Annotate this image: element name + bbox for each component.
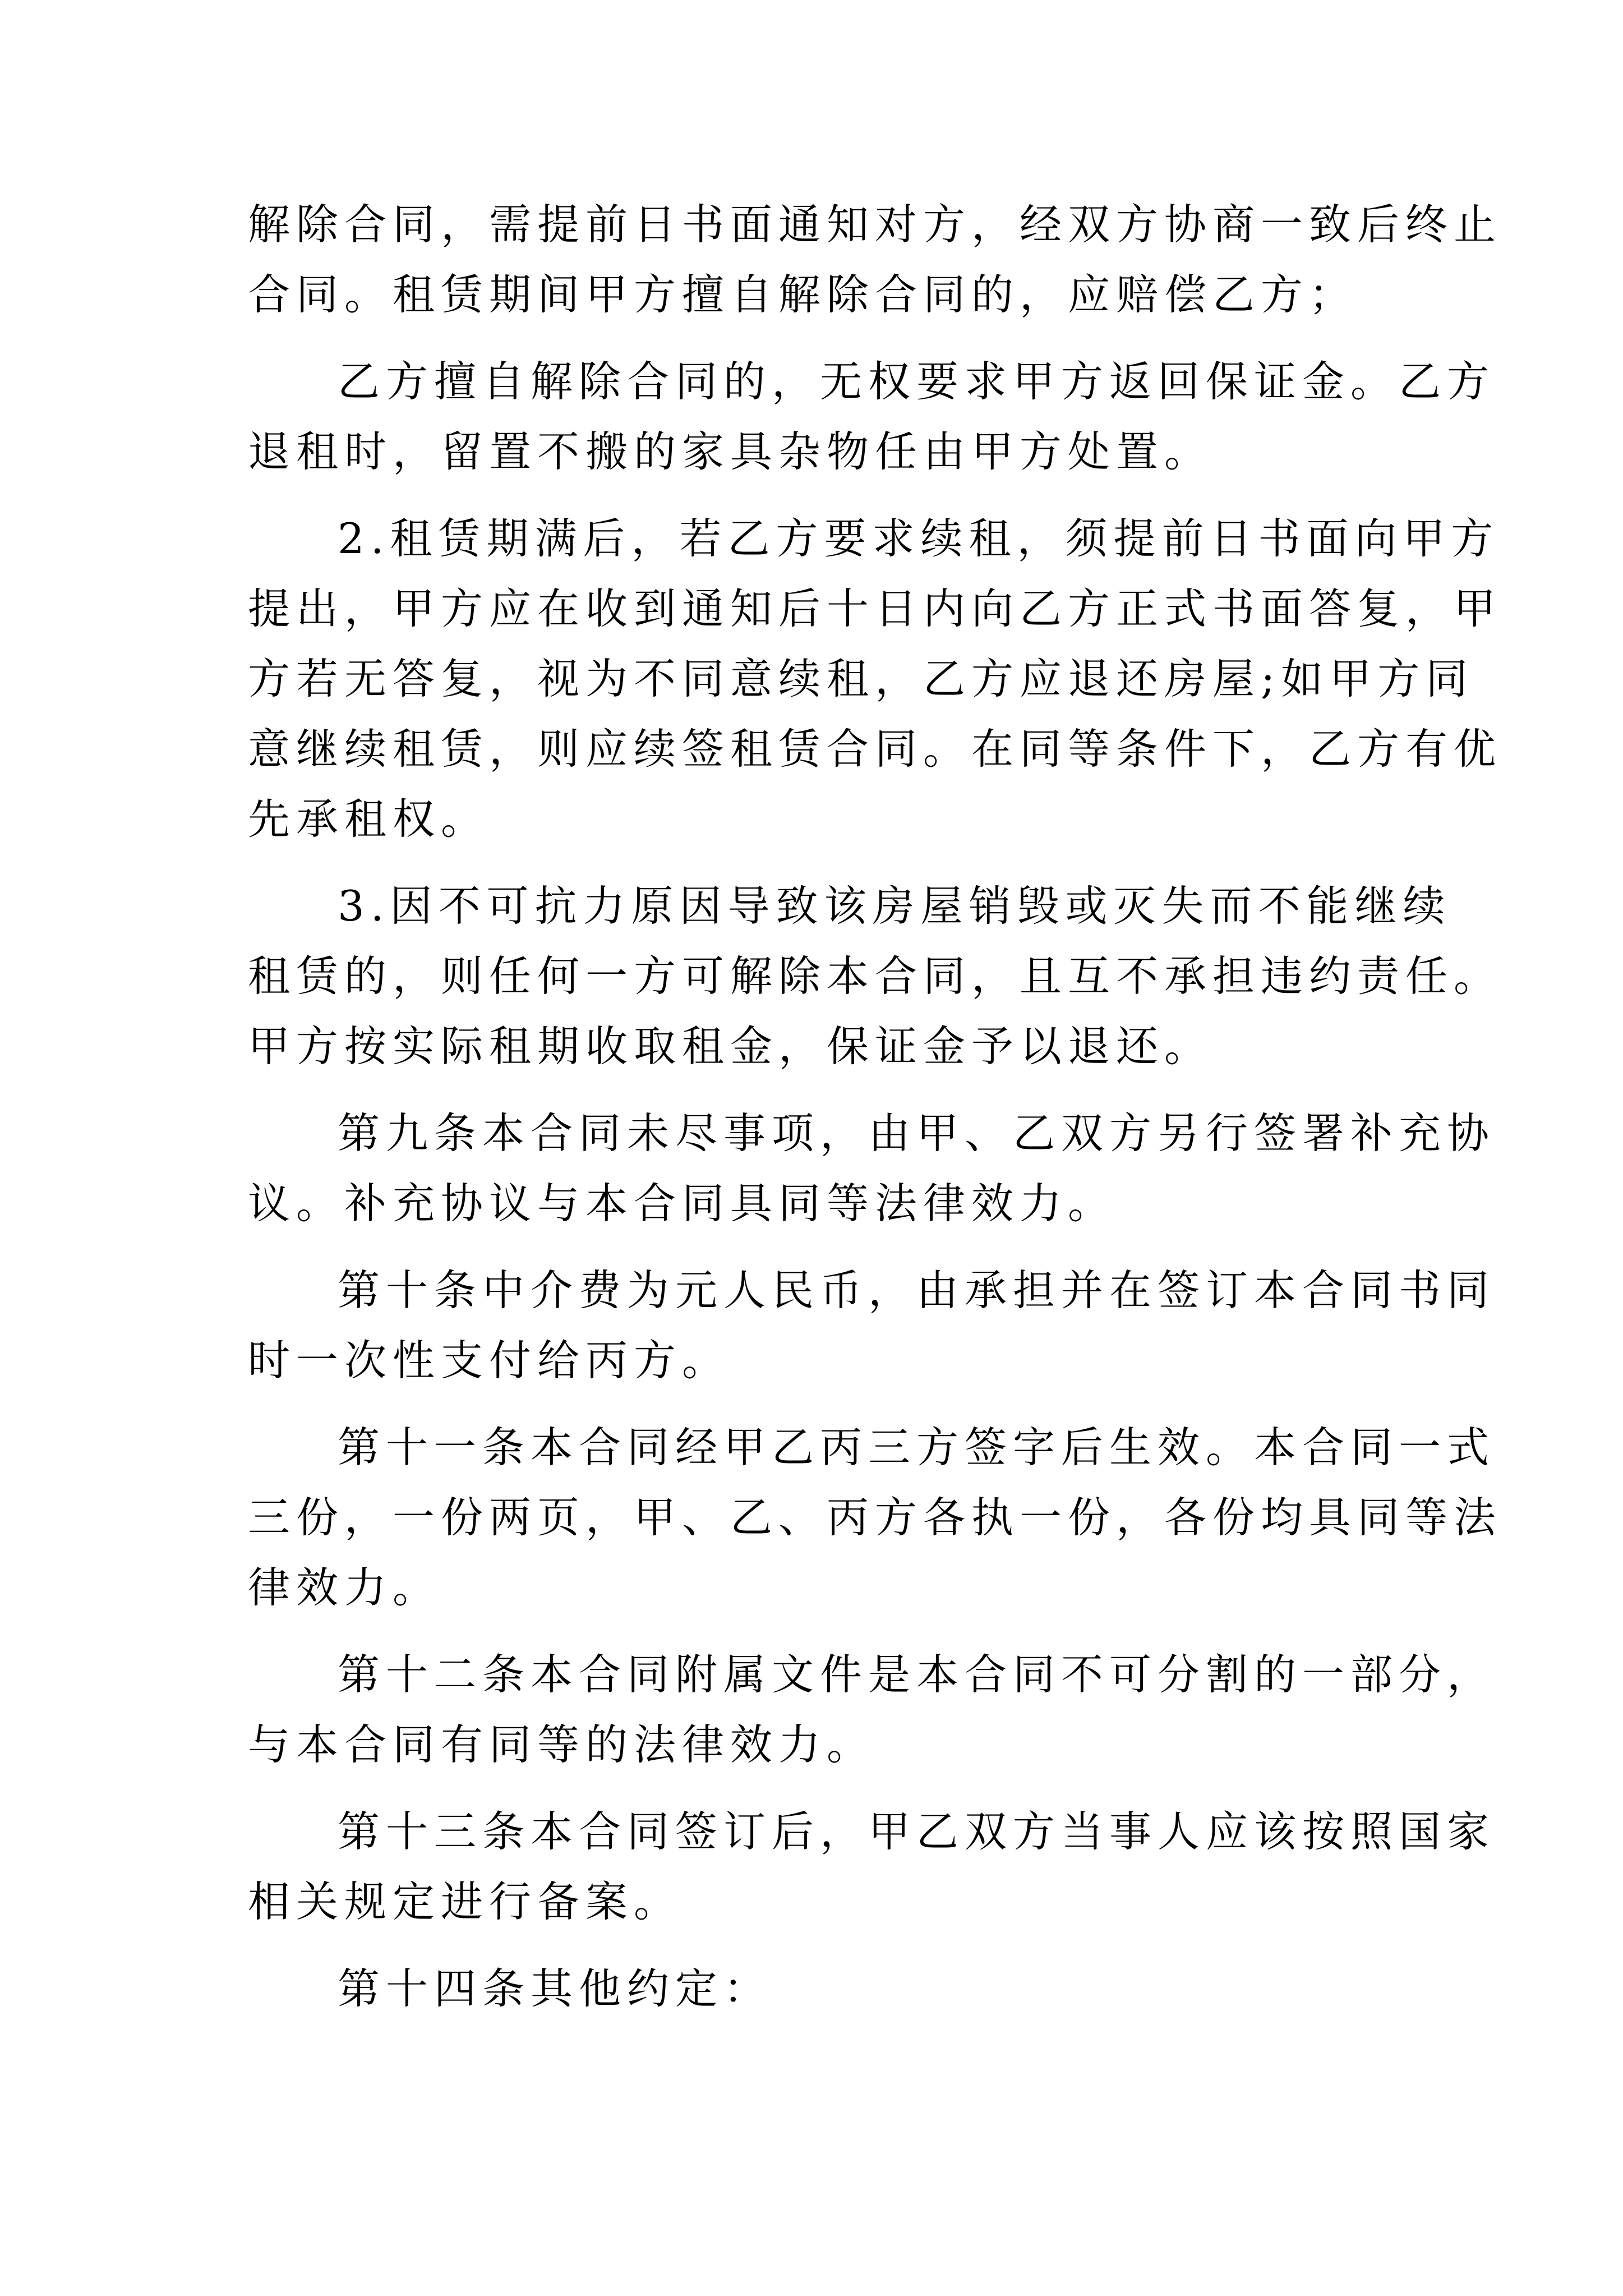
paragraph-line: 三份，一份两页，甲、乙、丙方各执一份，各份均具同等法	[248, 1493, 1502, 1542]
paragraph-line: 租赁的，则任何一方可解除本合同，且互不承担违约责任。	[248, 951, 1502, 1001]
paragraph-line: 方若无答复，视为不同意续租，乙方应退还房屋;如甲方同	[248, 654, 1474, 703]
paragraph-line: 第九条本合同未尽事项，由甲、乙双方另行签署补充协	[338, 1108, 1496, 1158]
paragraph-line: 第十四条其他约定：	[338, 1964, 772, 2013]
paragraph-line: 2.租赁期满后，若乙方要求续租，须提前日书面向甲方	[338, 514, 1500, 563]
paragraph-line: 意继续租赁，则应续签租赁合同。在同等条件下，乙方有优	[248, 724, 1502, 774]
paragraph-line: 提出，甲方应在收到通知后十日内向乙方正式书面答复，甲	[248, 584, 1502, 633]
paragraph-line: 律效力。	[248, 1563, 441, 1612]
paragraph-line: 第十二条本合同附属文件是本合同不可分割的一部分，	[338, 1650, 1496, 1699]
paragraph-line: 解除合同，需提前日书面通知对方，经双方协商一致后终止	[248, 200, 1502, 249]
paragraph-line: 甲方按实际租期收取租金，保证金予以退还。	[248, 1022, 1213, 1071]
paragraph-line: 相关规定进行备案。	[248, 1877, 683, 1926]
paragraph-line: 先承租权。	[248, 794, 490, 844]
paragraph-line: 合同。租赁期间甲方擅自解除合同的，应赔偿乙方；	[248, 270, 1358, 319]
paragraph-line: 第十一条本合同经甲乙丙三方签字后生效。本合同一式	[338, 1423, 1496, 1472]
paragraph-line: 时一次性支付给丙方。	[248, 1336, 731, 1385]
paragraph-line: 退租时，留置不搬的家具杂物任由甲方处置。	[248, 427, 1213, 476]
paragraph-line: 3.因不可抗力原因导致该房屋销毁或灭失而不能继续	[338, 881, 1451, 931]
paragraph-line: 议。补充协议与本合同具同等法律效力。	[248, 1179, 1117, 1228]
paragraph-line: 第十三条本合同签订后，甲乙双方当事人应该按照国家	[338, 1807, 1496, 1856]
paragraph-line: 与本合同有同等的法律效力。	[248, 1720, 875, 1769]
paragraph-line: 第十条中介费为元人民币，由承担并在签订本合同书同	[338, 1266, 1496, 1315]
paragraph-line: 乙方擅自解除合同的，无权要求甲方返回保证金。乙方	[338, 357, 1496, 406]
